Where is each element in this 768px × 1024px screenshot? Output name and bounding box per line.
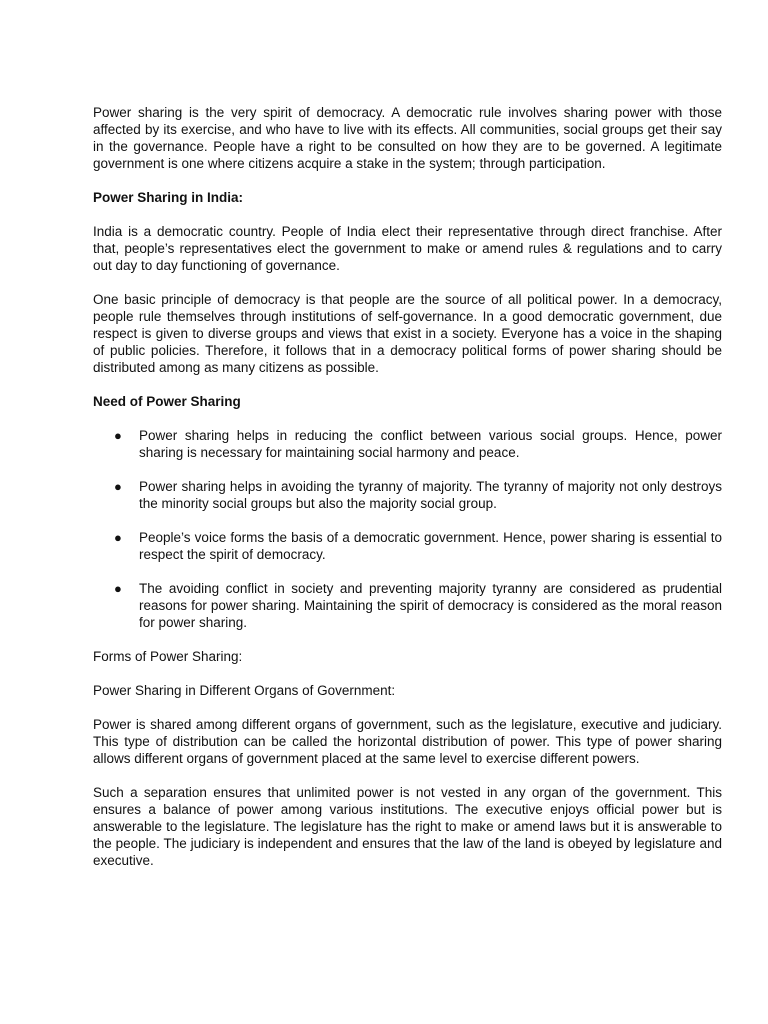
list-item (93, 529, 722, 563)
bullet-icon: ● (114, 530, 122, 545)
intro-paragraph: Power sharing is the very spirit of democracy. A democratic rule involves sharing power with those affected by its exercise, and who have to live with its effects. All communities, social groups get their say in the governance. People have a right to be consulted on how they are to be governed. A legitimate government is one where citizens acquire a stake in the system; through participation. (93, 105, 722, 171)
forms-subheading: Power Sharing in Different Organs of Government: (93, 683, 396, 698)
bullet-icon: ● (114, 479, 122, 494)
list-item-text: The avoiding conflict in society and preventing majority tyranny are considered as prudential reasons for power sharing. Maintaining the spirit of democracy is considered as the moral reason for power sharing. (139, 581, 722, 630)
forms-paragraph-1: Power is shared among different organs of government, such as the legislature, executive and judiciary. This type of distribution can be called the horizontal distribution of power. This type of power sharing allows different organs of government placed at the same level to exercise different powers. (93, 717, 722, 766)
forms-paragraph-2: Such a separation ensures that unlimited power is not vested in any organ of the government. This ensures a balance of power among various institutions. The executive enjoys official power but is answerable to the legislature. The legislature has the right to make or amend laws but it is answerable to the people. The judiciary is independent and ensures that the law of the land is obeyed by legislature and executive. (93, 785, 722, 868)
bullet-icon: ● (114, 581, 122, 596)
list-item-text: People’s voice forms the basis of a democratic government. Hence, power sharing is essential to respect the spirit of democracy. (139, 530, 722, 562)
need-heading: Need of Power Sharing (93, 394, 241, 409)
india-paragraph-1: India is a democratic country. People of India elect their representative through direct franchise. After that, people’s representatives elect the government to make or amend rules & regulations and to carry out day to day functioning of governance. (93, 224, 722, 273)
list-item-text: Power sharing helps in avoiding the tyranny of majority. The tyranny of majority not only destroys the minority social groups but also the majority social group. (139, 479, 722, 511)
india-heading: Power Sharing in India: (93, 190, 244, 205)
list-item (93, 580, 722, 631)
list-item-text: Power sharing helps in reducing the conflict between various social groups. Hence, power sharing is necessary for maintaining social harmony and peace. (139, 428, 722, 460)
need-list (93, 427, 722, 631)
list-item (93, 427, 722, 461)
forms-heading: Forms of Power Sharing: (93, 649, 243, 664)
bullet-icon: ● (114, 428, 122, 443)
list-item (93, 478, 722, 512)
india-paragraph-2: One basic principle of democracy is that people are the source of all political power. In a democracy, people rule themselves through institutions of self-governance. In a good democratic government, due respect is given to diverse groups and views that exist in a society. Everyone has a voice in the shaping of public policies. Therefore, it follows that in a democracy political forms of power sharing should be distributed among as many citizens as possible. (93, 292, 722, 375)
